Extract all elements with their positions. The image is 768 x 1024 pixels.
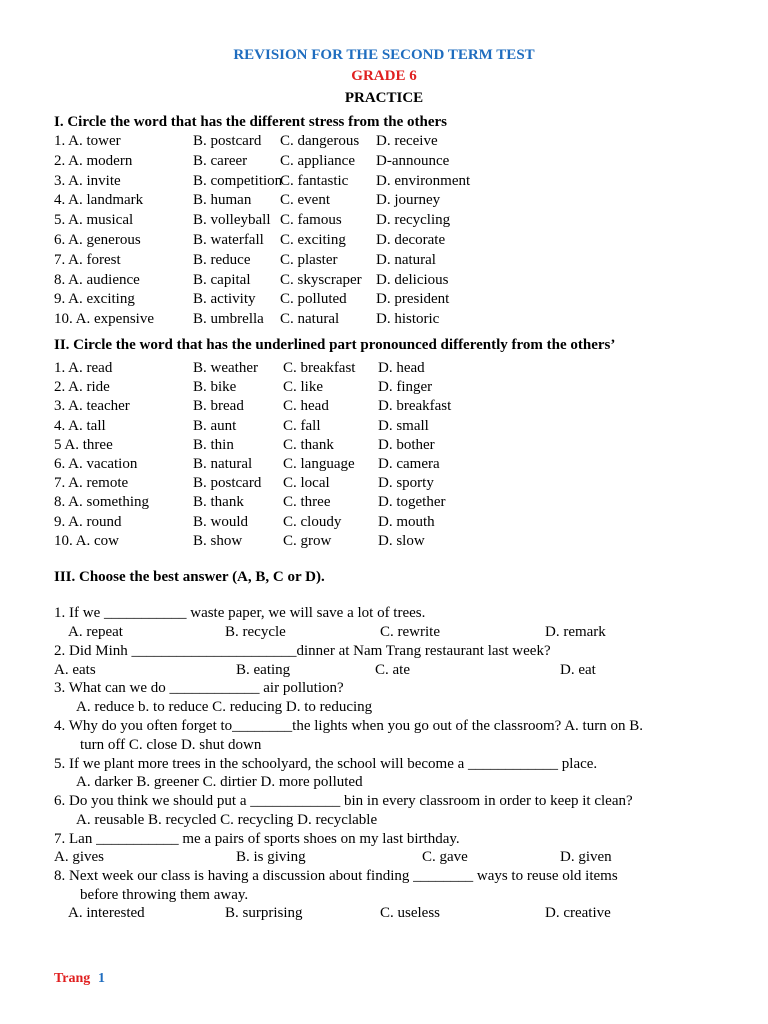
- option-b: B. career: [193, 152, 248, 169]
- pronunciation-question-row: [0, 358, 768, 378]
- option-a: 9. A. round: [54, 513, 122, 530]
- option-c: C. skyscraper: [280, 271, 362, 288]
- option-d: D. finger: [378, 379, 433, 396]
- option-c: C. appliance: [280, 152, 355, 169]
- question-7: 7. Lan ___________ me a pairs of sports shoes on my last birthday.: [54, 831, 460, 847]
- option-a: 4. A. landmark: [54, 192, 144, 209]
- option-d: D. breakfast: [378, 398, 452, 415]
- question-3: 3. What can we do ____________ air pollution?: [54, 680, 344, 696]
- option-c: C. breakfast: [283, 360, 356, 376]
- option-b: B. volleyball: [193, 212, 271, 229]
- option-a: 6. A. vacation: [54, 456, 138, 472]
- question-1-options: A. repeat B. recycle C. rewrite D. remark: [68, 624, 606, 640]
- option-a: 2. A. modern: [54, 152, 133, 169]
- pronunciation-question-row: [0, 531, 768, 551]
- section-2-heading: II. Circle the word that has the underlined part pronounced differently from the others’: [54, 337, 616, 353]
- option-d: D-announce: [376, 152, 450, 169]
- option-b: B. natural: [193, 456, 253, 472]
- pronunciation-question-row: [0, 396, 768, 416]
- page-footer: [0, 969, 768, 989]
- option-a: 10. A. expensive: [54, 311, 154, 328]
- option-b: B. umbrella: [193, 311, 264, 328]
- option-c: C. like: [283, 379, 323, 396]
- question-5-options: A. darker B. greener C. dirtier D. more polluted: [76, 774, 363, 790]
- footer-page-number: 1: [98, 971, 105, 986]
- option-c: C. thank: [283, 436, 334, 453]
- option-a: 6. A. generous: [54, 232, 141, 248]
- pronunciation-question-row: [0, 473, 768, 493]
- option-a: 1. A. tower: [54, 133, 121, 149]
- footer-page-word: Trang: [54, 971, 91, 986]
- option-b: B. bread: [193, 398, 244, 415]
- question-1: 1. If we ___________ waste paper, we will save a lot of trees.: [54, 605, 426, 621]
- option-c: C. cloudy: [283, 513, 342, 530]
- question-2: 2. Did Minh ______________________dinner at Nam Trang restaurant last week?: [54, 643, 551, 659]
- option-d: D. decorate: [376, 232, 446, 248]
- option-b: B. postcard: [193, 475, 262, 492]
- section-1-heading: I. Circle the word that has the different stress from the others: [54, 114, 447, 130]
- option-c: C. polluted: [280, 291, 347, 308]
- question-3-options: A. reduce b. to reduce C. reducing D. to reducing: [76, 699, 373, 715]
- stress-question-row: [0, 230, 768, 250]
- option-d: D. recycling: [376, 212, 451, 229]
- option-d: D. president: [376, 291, 450, 308]
- option-d: D. together: [378, 494, 446, 511]
- stress-question-row: [0, 190, 768, 210]
- option-b: B. weather: [193, 360, 258, 376]
- question-4: 4. Why do you often forget to________the lights when you go out of the classroom? A. turn on B.: [54, 718, 643, 734]
- option-a: 3. A. teacher: [54, 398, 130, 415]
- doc-title: REVISION FOR THE SECOND TERM TEST: [233, 47, 535, 63]
- option-a: 3. A. invite: [54, 172, 121, 189]
- option-d: D. camera: [378, 456, 440, 472]
- option-b: B. activity: [193, 291, 256, 308]
- option-d: D. delicious: [376, 271, 449, 288]
- option-b: B. aunt: [193, 417, 237, 434]
- option-c: C. fall: [283, 417, 321, 434]
- option-c: C. plaster: [280, 251, 338, 268]
- option-c: C. local: [283, 475, 330, 492]
- option-a: 8. A. something: [54, 494, 150, 511]
- option-d: D. bother: [378, 436, 435, 453]
- option-b: B. human: [193, 192, 252, 209]
- option-d: D. natural: [376, 251, 436, 268]
- option-d: D. head: [378, 360, 425, 376]
- option-c: C. exciting: [280, 232, 346, 248]
- option-d: D. small: [378, 417, 429, 434]
- option-a: 5. A. musical: [54, 212, 134, 229]
- option-b: B. postcard: [193, 133, 262, 149]
- stress-question-row: [0, 151, 768, 171]
- practice-label: PRACTICE: [344, 90, 424, 106]
- option-b: B. waterfall: [193, 232, 264, 248]
- option-a: 9. A. exciting: [54, 291, 135, 308]
- option-a: 7. A. forest: [54, 251, 121, 268]
- option-d: D. journey: [376, 192, 441, 209]
- option-a: 1. A. read: [54, 360, 113, 376]
- option-b: B. reduce: [193, 251, 251, 268]
- question-4-continued: turn off C. close D. shut down: [80, 737, 262, 753]
- question-8-continued: before throwing them away.: [80, 887, 249, 903]
- option-a: 2. A. ride: [54, 379, 110, 396]
- stress-question-row: [0, 131, 768, 151]
- pronunciation-question-row: [0, 416, 768, 436]
- question-5: 5. If we plant more trees in the schoolyard, the school will become a ____________ place.: [54, 756, 598, 772]
- stress-question-row: [0, 210, 768, 230]
- option-b: B. would: [193, 513, 249, 530]
- question-8: 8. Next week our class is having a discussion about finding ________ ways to reuse old items: [54, 868, 618, 884]
- option-c: C. natural: [280, 311, 340, 328]
- pronunciation-question-row: [0, 512, 768, 532]
- stress-question-row: [0, 250, 768, 270]
- option-c: C. grow: [283, 532, 332, 549]
- option-c: C. language: [283, 456, 355, 472]
- pronunciation-question-row: [0, 435, 768, 455]
- option-c: C. dangerous: [280, 133, 360, 149]
- option-b: B. capital: [193, 271, 251, 288]
- grade-label: GRADE 6: [351, 68, 417, 84]
- option-c: C. fantastic: [280, 172, 349, 189]
- question-2-options: A. eats B. eating C. ate D. eat: [54, 662, 596, 678]
- option-b: B. thank: [193, 494, 244, 511]
- option-c: C. head: [283, 398, 329, 415]
- question-6: 6. Do you think we should put a ____________ bin in every classroom in order to keep it clean?: [54, 793, 633, 809]
- option-d: D. receive: [376, 133, 438, 149]
- option-a: 4. A. tall: [54, 417, 106, 434]
- pronunciation-question-row: [0, 454, 768, 474]
- option-d: D. sporty: [378, 475, 434, 492]
- option-b: B. competition: [193, 172, 283, 189]
- option-b: B. show: [193, 532, 243, 549]
- option-d: D. environment: [376, 172, 471, 189]
- option-c: C. famous: [280, 212, 342, 229]
- stress-question-row: [0, 289, 768, 309]
- question-8-options: A. interested B. surprising C. useless D. creative: [68, 905, 611, 921]
- option-c: C. three: [283, 494, 331, 511]
- question-7-options: A. gives B. is giving C. gave D. given: [54, 849, 612, 865]
- option-c: C. event: [280, 192, 330, 209]
- section-3-heading: III. Choose the best answer (A, B, C or D).: [54, 569, 325, 585]
- option-d: D. historic: [376, 311, 440, 328]
- option-a: 7. A. remote: [54, 475, 129, 492]
- question-6-options: A. reusable B. recycled C. recycling D. recyclable: [76, 812, 378, 828]
- stress-question-row: [0, 270, 768, 290]
- option-a: 5 A. three: [54, 436, 113, 453]
- option-d: D. slow: [378, 532, 425, 549]
- option-d: D. mouth: [378, 513, 435, 530]
- stress-question-row: [0, 309, 768, 329]
- pronunciation-question-row: [0, 492, 768, 512]
- option-b: B. thin: [193, 436, 234, 453]
- pronunciation-question-row: [0, 377, 768, 397]
- stress-question-row: [0, 171, 768, 191]
- option-a: 8. A. audience: [54, 271, 140, 288]
- option-a: 10. A. cow: [54, 532, 119, 549]
- option-b: B. bike: [193, 379, 237, 396]
